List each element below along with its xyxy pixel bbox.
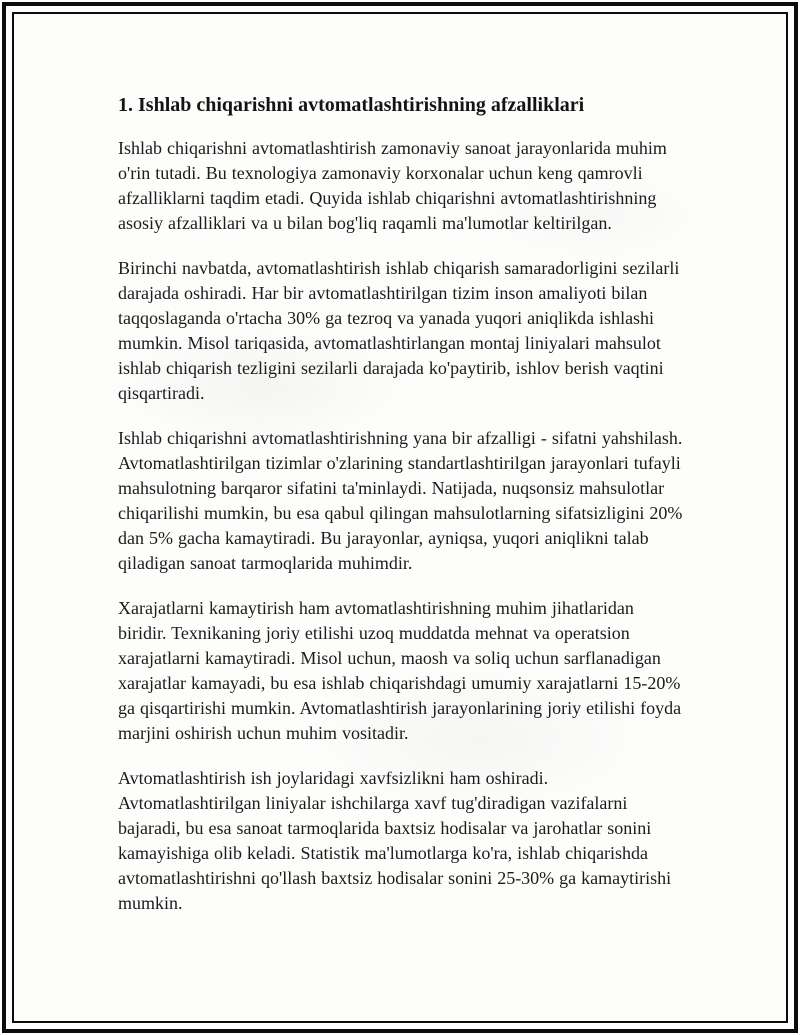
page-border-inner <box>12 12 788 1023</box>
page-title: 1. Ishlab chiqarishni avtomatlashtirishning afzalliklari <box>118 94 585 116</box>
page-border-outer <box>2 2 798 1033</box>
paragraph-quality: Ishlab chiqarishni avtomatlashtirishning yana bir afzalligi - sifatni yahshilash. Avtomatlashtirilgan tizimlar o'zlarining standartlashtirilgan jarayonlari tufayli mahsulotning barqaror sifatini ta'minlaydi. Natijada, nuqsonsiz mahsulotlar chiqarilishi mumkin, bu esa qabul qilingan mahsulotlarning sifatsizligini 20% dan 5% gacha kamaytiradi. Bu jarayonlar, ayniqsa, yuqori aniqlikni talab qiladigan sanoat tarmoqlarida muhimdir. <box>118 428 683 573</box>
paragraph-safety: Avtomatlashtirish ish joylaridagi xavfsizlikni ham oshiradi. Avtomatlashtirilgan liniyalar ishchilarga xavf tug'diradigan vazifalarni bajaradi, bu esa sanoat tarmoqlarida baxtsiz hodisalar va jarohatlar sonini kamayishiga olib keladi. Statistik ma'lumotlarga ko'ra, ishlab chiqarishda avtomatlashtirishni qo'llash baxtsiz hodisalar sonini 25-30% ga kamaytirishi mumkin. <box>118 768 672 913</box>
paragraph-efficiency: Birinchi navbatda, avtomatlashtirish ishlab chiqarish samaradorligini sezilarli darajada oshiradi. Har bir avtomatlashtirilgan tizim inson amaliyoti bilan taqqoslaganda o'rtacha 30% ga tezroq va yanada yuqori aniqlikda ishlashi mumkin. Misol tariqasida, avtomatlashtirlangan montaj liniyalari mahsulot ishlab chiqarish tezligini sezilarli darajada ko'paytirib, ishlov berish vaqtini qisqartiradi. <box>118 258 680 403</box>
paragraph-intro: Ishlab chiqarishni avtomatlashtirish zamonaviy sanoat jarayonlarida muhim o'rin tutadi. Bu texnologiya zamonaviy korxonalar uchun keng qamrovli afzalliklarni taqdim etadi. Quyida ishlab chiqarishni avtomatlashtirishning asosiy afzalliklari va u bilan bog'liq raqamli ma'lumotlar keltirilgan. <box>118 138 667 233</box>
paragraph-cost-reduction: Xarajatlarni kamaytirish ham avtomatlashtirishning muhim jihatlaridan biridir. Texnikaning joriy etilishi uzoq muddatda mehnat va operatsion xarajatlarni kamaytiradi. Misol uchun, maosh va soliq uchun sarflanadigan xarajatlar kamayadi, bu esa ishlab chiqarishdagi umumiy xarajatlarni 15-20% ga qisqartirishi mumkin. Avtomatlashtirish jarayonlarining joriy etilishi foyda marjini oshirish uchun muhim vositadir. <box>118 598 682 743</box>
